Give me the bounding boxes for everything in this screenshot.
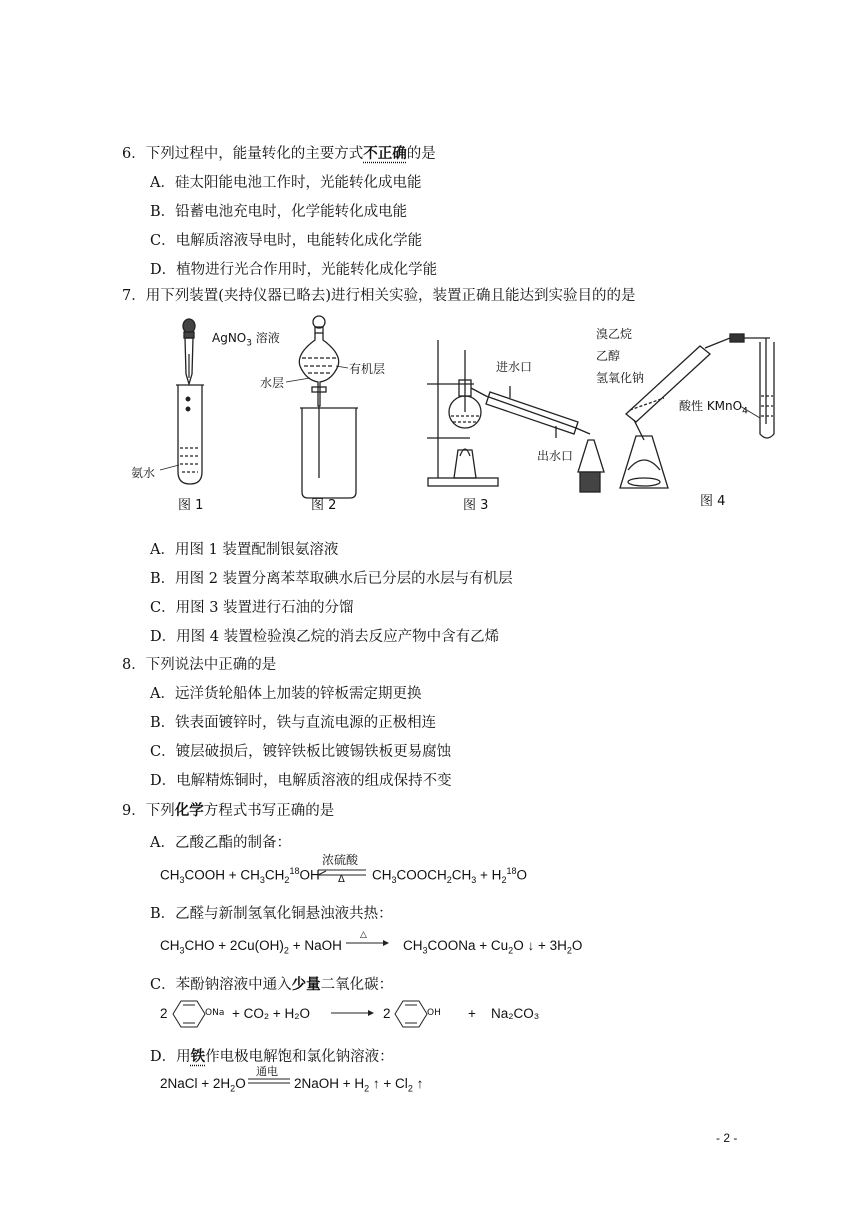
q9-c-coef1: 2 xyxy=(160,1006,168,1021)
q9-c-plus: + xyxy=(468,1006,476,1021)
q9-b-heat: △ xyxy=(360,930,367,940)
q9-d-condition: 通电 xyxy=(256,1065,278,1078)
q8-option-a: A．远洋货轮船体上加装的锌板需定期更换 xyxy=(150,686,422,702)
fig1-reagent-label: AgNO$_3$ 溶液 xyxy=(212,331,280,349)
fig3-water-outlet-label: 出水口 xyxy=(537,449,574,463)
fig4-reagent-line1: 溴乙烷 xyxy=(596,327,633,341)
q9-c-co2: + CO₂ + H₂O xyxy=(232,1006,311,1021)
q9-b-products: $CH_3COONa + Cu_2O$ ↓ + $3H_2O$ xyxy=(403,938,583,956)
q9-c-na2co3: Na₂CO₃ xyxy=(491,1006,540,1021)
fig1-dropper xyxy=(183,319,195,384)
q8-option-b: B．铁表面镀锌时，铁与直流电源的正极相连 xyxy=(150,715,437,731)
q7-option-b: B．用图 2 装置分离苯萃取碘水后已分层的水层与有机层 xyxy=(150,571,513,587)
q9-a-products: $CH_3COOCH_2CH_3 + H_2^{18}O$ xyxy=(372,866,527,886)
question-7-stem: 7．用下列装置(夹持仪器已略去)进行相关实验，装置正确且能达到实验目的的是 xyxy=(122,288,636,304)
q8-option-c: C．镀层破损后，镀锌铁板比镀锡铁板更易腐蚀 xyxy=(150,744,452,760)
q9-d-reactants: 2NaCl + $2H_2O$ xyxy=(160,1076,246,1094)
q9-a-reactants: $CH_3COOH + CH_3CH_2^{18}OH$ xyxy=(160,866,320,886)
q7-option-c: C．用图 3 装置进行石油的分馏 xyxy=(150,600,354,616)
q9-b-arrow xyxy=(345,938,391,948)
fig1-ammonia-label: 氨水 xyxy=(131,466,156,480)
fig4-reagent-line3: 氢氧化钠 xyxy=(596,371,645,385)
q9-option-a-label: A．乙酸乙酯的制备： xyxy=(150,835,291,851)
q7-option-d: D．用图 4 装置检验溴乙烷的消去反应产物中含有乙烯 xyxy=(150,629,500,645)
benzene-ring-icon xyxy=(394,999,428,1029)
fig1-test-tube xyxy=(160,385,204,484)
q9-c-coef2: 2 xyxy=(383,1006,391,1021)
fig2-water-layer-label: 水层 xyxy=(260,376,285,390)
question-8-stem: 8．下列说法中正确的是 xyxy=(122,657,277,673)
fig3-water-inlet-label: 进水口 xyxy=(496,360,533,374)
q9-c-arrow xyxy=(330,1008,376,1018)
q9-d-equals xyxy=(247,1077,291,1085)
question-6-stem: 6．下列过程中，能量转化的主要方式不正确的是 xyxy=(122,145,436,162)
q9-b-reactants: $CH_3CHO + 2Cu(OH)_2$ + NaOH xyxy=(160,938,342,956)
q9-option-d-label: D．用铁作电极电解饱和氯化钠溶液： xyxy=(150,1048,394,1065)
q6-option-c: C．电解质溶液导电时，电能转化成化学能 xyxy=(150,233,423,249)
q8-option-d: D．电解精炼铜时，电解质溶液的组成保持不变 xyxy=(150,773,452,789)
q6-option-d: D．植物进行光合作用时，光能转化成化学能 xyxy=(150,262,438,278)
fig1-caption: 图 1 xyxy=(178,498,204,513)
page-number: - 2 - xyxy=(716,1131,738,1145)
q9-a-heat: Δ xyxy=(338,874,345,885)
q9-d-products: 2NaOH + $H_2$ ↑ + $Cl_2$ ↑ xyxy=(294,1076,424,1094)
q9-a-condition: 浓硫酸 xyxy=(322,853,359,867)
q9-c-oh: OH xyxy=(427,1008,441,1018)
benzene-ring-icon xyxy=(172,999,206,1029)
q9-c-ona: ONa xyxy=(205,1008,225,1018)
q9-option-c-label: C．苯酚钠溶液中通入少量二氧化碳： xyxy=(150,976,394,993)
fig2-organic-layer-label: 有机层 xyxy=(349,362,386,376)
fig4-caption: 图 4 xyxy=(700,494,726,509)
q7-option-a: A．用图 1 装置配制银氨溶液 xyxy=(150,542,339,558)
fig4-reagent-line2: 乙醇 xyxy=(596,349,621,363)
fig4-kmno4-label: 酸性 KMnO$_4$ xyxy=(679,399,748,417)
q6-option-b: B．铅蓄电池充电时，化学能转化成电能 xyxy=(150,204,408,220)
question-9-stem: 9．下列化学方程式书写正确的是 xyxy=(122,802,335,819)
fig2-caption: 图 2 xyxy=(311,498,337,513)
fig2-separatory-funnel xyxy=(286,316,358,498)
q9-option-b-label: B．乙醛与新制氢氧化铜悬浊液共热： xyxy=(150,906,393,922)
q6-option-a: A．硅太阳能电池工作时，光能转化成电能 xyxy=(150,175,422,191)
fig3-caption: 图 3 xyxy=(463,498,489,513)
